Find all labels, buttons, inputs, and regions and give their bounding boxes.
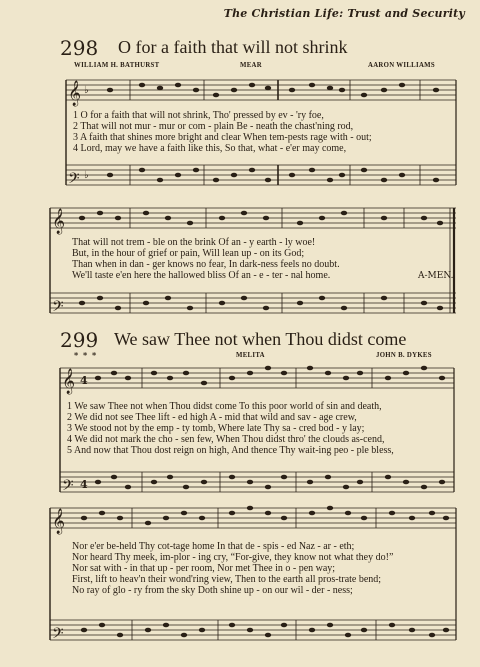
svg-text:𝄢: 𝄢 xyxy=(68,170,80,191)
hymn-author: WILLIAM H. BATHURST xyxy=(74,62,160,69)
hymn-title: We saw Thee not when Thou didst come xyxy=(114,329,407,349)
svg-text:𝄢: 𝄢 xyxy=(62,477,74,498)
lyric-line: Nor e'er be-held Thy cot-tage home In that de - spis - ed Naz - ar - eth; xyxy=(72,541,355,552)
svg-text:𝄞: 𝄞 xyxy=(52,209,66,234)
lyric-line: 4 We did not mark the cho - sen few, When Thou didst thro' the clouds as-cend, xyxy=(67,434,385,445)
tune-name: MELITA xyxy=(236,352,265,359)
composer: AARON WILLIAMS xyxy=(368,62,435,69)
lyric-line: Nor sat with - in that up - per room, Nor met Thee in o - pen way; xyxy=(72,563,336,574)
hymn-title: O for a faith that will not shrink xyxy=(118,37,348,57)
lyric-line: 2 That will not mur - mur or com - plain Be - neath the chast'ning rod, xyxy=(73,121,354,132)
lyric-line: No ray of glo - ry from the sky Doth shine up - on our wil - der - ness; xyxy=(72,585,353,596)
lyric-line: That will not trem - ble on the brink Of an - y earth - ly woe! xyxy=(72,237,316,248)
lyric-line: We'll taste e'en here the hallowed bliss Of an - e - ter - nal home. xyxy=(72,270,331,281)
svg-text:𝄞: 𝄞 xyxy=(62,369,76,394)
svg-text:♭: ♭ xyxy=(84,170,89,181)
lyric-line: 2 We did not see Thee lift - ed high A - mid that wild and sav - age crew, xyxy=(67,412,357,423)
svg-text:𝄞: 𝄞 xyxy=(68,81,82,106)
tune-name: MEAR xyxy=(240,62,262,69)
lyric-line: Than when in dan - ger knows no fear, In dark-ness feels no doubt. xyxy=(72,259,340,270)
lyric-line: 1 We saw Thee not when Thou didst come To this poor world of sin and death, xyxy=(67,401,382,412)
meter-markers: * * * xyxy=(74,350,98,360)
hymn-lyrics-refrain xyxy=(0,541,480,598)
svg-text:𝄢: 𝄢 xyxy=(52,625,64,644)
svg-text:4: 4 xyxy=(80,374,88,387)
running-head: The Christian Life: Trust and Security xyxy=(223,7,465,20)
lyric-line: Nor heard Thy meek, im-plor - ing cry, “For-give, they know not what they do!” xyxy=(72,552,394,563)
composer: JOHN B. DYKES xyxy=(376,352,432,359)
lyric-line: First, lift to heav'n their wond'ring view, Then to the earth all pros-trate bend; xyxy=(72,574,382,585)
svg-text:𝄢: 𝄢 xyxy=(52,298,64,319)
svg-text:♭: ♭ xyxy=(84,85,89,96)
hymn-lyrics-verses xyxy=(0,401,480,458)
hymn-lyrics-verses xyxy=(0,110,480,156)
lyric-line: 4 Lord, may we have a faith like this, So that, what - e'er may come, xyxy=(73,143,347,154)
lyric-line: 3 We stood not by the emp - ty tomb, Where late Thy sa - cred bod - y lay; xyxy=(67,423,365,434)
lyric-line: 1 O for a faith that will not shrink, Tho' pressed by ev - 'ry foe, xyxy=(73,110,324,121)
hymn-lyrics-refrain xyxy=(0,237,480,283)
lyric-line: 3 A faith that shines more bright and clear When tem-pests rage with - out; xyxy=(73,132,372,143)
lyric-line: But, in the hour of grief or pain, Will lean up - on its God; xyxy=(72,248,305,259)
lyric-line: 5 And now that Thou dost reign on high, And thence Thy wait-ing peo - ple bless, xyxy=(67,445,394,456)
hymn-number: 298 xyxy=(60,36,99,60)
amen-label: A-MEN. xyxy=(418,271,454,281)
hymn-number: 299 xyxy=(60,328,99,352)
svg-text:𝄞: 𝄞 xyxy=(52,509,66,534)
svg-text:4: 4 xyxy=(80,478,88,491)
